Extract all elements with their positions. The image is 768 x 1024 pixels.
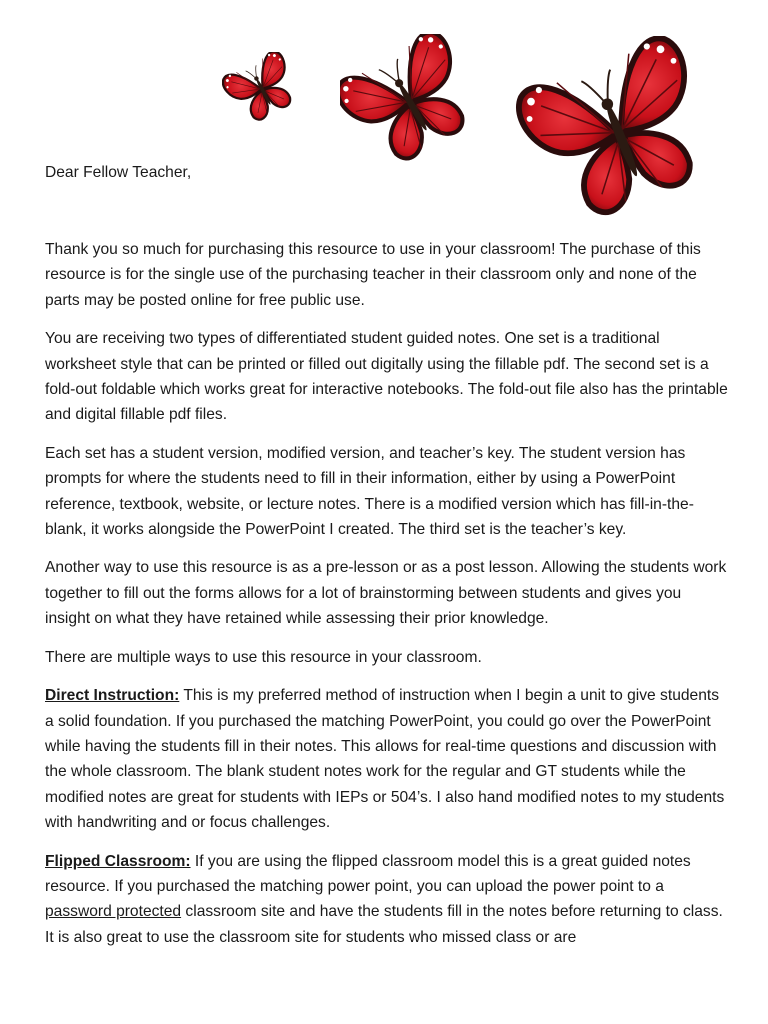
flipped-classroom-text-after: classroom site and have the students fill in the notes before returning to class. It is also great to use the classroom site for students who missed class or are xyxy=(45,903,723,946)
direct-instruction-heading: Direct Instruction: xyxy=(45,687,180,705)
paragraph-direct-instruction xyxy=(45,683,729,835)
butterfly-icon xyxy=(222,52,302,126)
paragraph-flipped-classroom xyxy=(45,849,729,951)
butterfly-icon xyxy=(340,34,480,170)
paragraph-note-types: You are receiving two types of differentiated student guided notes. One set is a traditional worksheet style that can be printed or filled out digitally using the fillable pdf. The second set is a fold-out foldable which works great for interactive notebooks. The fold-out file also has the printable and digital fillable pdf files. xyxy=(45,330,728,424)
flipped-classroom-heading: Flipped Classroom: xyxy=(45,852,191,870)
letter-body xyxy=(45,237,729,963)
direct-instruction-text: This is my preferred method of instruction when I begin a unit to give students a solid foundation. If you purchased the matching PowerPoint, you could go over the PowerPoint while having the students fill in their notes. This allows for real-time questions and discussion with the whole classroom. The blank student notes work for the regular and GT students while the modified notes are great for students with IEPs or 504’s. I also hand modified notes to my students with handwriting and or focus challenges. xyxy=(45,687,725,832)
paragraph-purchase-terms: Thank you so much for purchasing this resource to use in your classroom! The purchase of this resource is for the single use of the purchasing teacher in their classroom only and none of the parts may be posted online for free public use. xyxy=(45,241,701,309)
paragraph-versions: Each set has a student version, modified version, and teacher’s key. The student version has prompts for where the students need to fill in their information, either by using a PowerPoint reference, textbook, website, or lecture notes. There is a modified version which has fill-in-the-blank, it works alongside the PowerPoint I created. The third set is the teacher’s key. xyxy=(45,444,694,539)
greeting: Dear Fellow Teacher, xyxy=(45,164,192,181)
flipped-classroom-text-before: If you are using the flipped classroom model this is a great guided notes resource. If you purchased the matching power point, you can upload the power point to a xyxy=(45,852,691,895)
paragraph-pre-post-lesson: Another way to use this resource is as a pre-lesson or as a post lesson. Allowing the students work together to fill out the forms allows for a lot of brainstorming between students and gives you insight on what they have retained while assessing their prior knowledge. xyxy=(45,559,727,628)
password-protected-text: password protected xyxy=(45,903,182,921)
butterfly-icon xyxy=(514,36,724,230)
paragraph-multiple-ways: There are multiple ways to use this resource in your classroom. xyxy=(45,648,482,666)
